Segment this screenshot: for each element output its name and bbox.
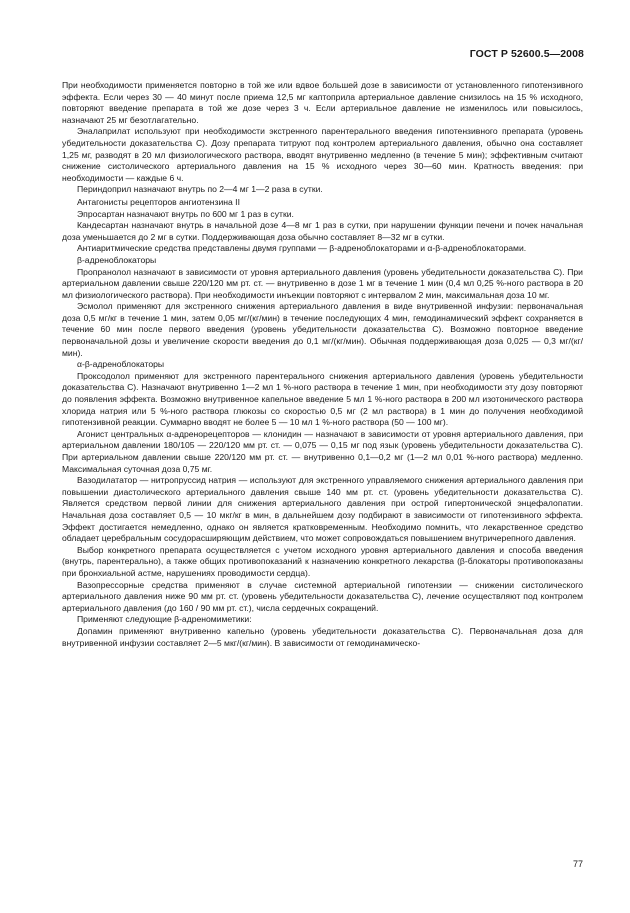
paragraph: Агонист центральных α-адренорецепторов — клонидин — назначают в зависимости от уровня артериального давления, при артериальном давлении 180/105 — 220/120 мм рт. ст. — 0,075 — 0,15 мг под язык (уровень убедительности доказательства С). При артериальном давлении свыше 220/120 мм рт. ст. — внутривенно 0,1—0,2 мг (1—2 мл 0,01 %-ного раствора) медленно. Максимальная суточная доза 0,75 мг.	[62, 428, 583, 474]
document-body	[62, 80, 583, 649]
paragraph: Эпросартан назначают внутрь по 600 мг 1 раз в сутки.	[77, 208, 294, 219]
paragraph: При необходимости применяется повторно в той же или вдвое большей дозе в зависимости от установленного гипотензивного эффекта. Если через 30 — 40 минут после приема 12,5 мг каптоприла артериальное давление снизилось на 15 % исходного, повторяют введение препарата в той же дозе через 3 ч. Если артериальное давление не изменилось или повысилось, назначают 25 мг безотлагательно.	[62, 80, 583, 125]
paragraph: Проксодолол применяют для экстренного парентерального снижения артериального давления (уровень убедительности доказательства С). Назначают внутривенно 1—2 мл 1 %-ного раствора в течение 1 мин, при необходимости эту дозу повторяют до появления эффекта. Возможно внутривенное капельное введение 5 мл 1 %-ного раствора в 200 мл изотонического раствора хлорида натрия или 5 %-ного раствора глюкозы со скоростью 0,5 мг (2 мл раствора) в 1 мин до получения необходимой гипотензивной реакции. Суммарно вводят не более 5 — 10 мл 1 %-ного раствора (50 — 100 мг).	[62, 370, 583, 428]
paragraph: Эсмолол применяют для экстренного снижения артериального давления в виде внутривенной инфузии: первоначальная доза 0,5 мг/кг в течение 1 мин, затем 0,05 мг/(кг/мин) в течение последующих 4 мин, гемодинамический эффект сохраняется в течение 60 мин после первого введения (уровень убедительности доказательства С). Возможно повторное введение первоначальной дозы и увеличение скорости введения до 0,1 мг/(кг/мин). Обычная поддерживающая доза 0,025 — 0,3 мг/(кг/мин).	[62, 301, 583, 358]
paragraph: Допамин применяют внутривенно капельно (уровень убедительности доказательства С). Первоначальная доза для внутривенной инфузии составляет 2—5 мкг/(кг/мин). В зависимости от гемодинамическо-	[62, 625, 583, 648]
paragraph: Антиаритмические средства представлены двумя группами — β-адреноблокаторами и α-β-адреноблокаторами.	[77, 243, 527, 254]
page-number: 77	[572, 859, 583, 869]
section-heading: β-адреноблокаторы	[77, 254, 157, 265]
section-heading: Антагонисты рецепторов ангиотензина II	[77, 196, 240, 207]
paragraph: Вазодилататор — нитропруссид натрия — используют для экстренного управляемого снижения артериального давления при повышении диастолического артериального давления свыше 140 мм рт. ст. (уровень убедительности доказательства С). Является средством первой линии для снижения артериального давления при острой гипертонической энцефалопатии. Начальная доза составляет 0,5 — 10 мкг/кг в мин, в дальнейшем дозу подбирают в зависимости от гипотензивного эффекта. Эффект достигается немедленно, однако он является кратковременным. Необходимо помнить, что лекарственное средство обладает церебральным сосудорасширяющим действием, что может сопровождаться повышением внутричерепного давления.	[62, 475, 583, 544]
paragraph: Эналаприлат используют при необходимости экстренного парентерального введения гипотензивного препарата (уровень убедительности доказательства С). Дозу препарата титруют под контролем артериального давления, обычно она составляет 1,25 мг, разводят в 20 мл физиологического раствора, вводят внутривенно медленно (в течение 5 мин); эффективным считают снижение систолического артериального давления на 15 % исходного через 30—60 мин. Кратность введения: при необходимости — каждые 6 ч.	[62, 126, 583, 183]
document-id-header: ГОСТ Р 52600.5—2008	[469, 48, 584, 60]
section-heading: α-β-адреноблокаторы	[77, 359, 165, 370]
paragraph: Вазопрессорные средства применяют в случае системной артериальной гипотензии — снижении систолического артериального давления ниже 90 мм рт. ст. (уровень убедительности доказательства С), лечение осуществляют под контролем артериального давления (до 160 / 90 мм рт. ст.), числа сердечных сокращений.	[62, 579, 583, 613]
paragraph: Применяют следующие β-адреномиметики:	[77, 614, 252, 625]
paragraph: Выбор конкретного препарата осуществляется с учетом исходного уровня артериального давления и способа введения (внутрь, парентерально), а также общих противопоказаний к назначению конкретного лекарства (β-блокаторы противопоказаны при бронхиальной астме, нарушениях проводимости сердца).	[62, 544, 583, 578]
paragraph: Кандесартан назначают внутрь в начальной дозе 4—8 мг 1 раз в сутки, при нарушении функции печени и почек начальная доза уменьшается до 2 мг в сутки. Поддерживающая доза обычно составляет 8—32 мг в сутки.	[62, 220, 583, 242]
paragraph: Пропранолол назначают в зависимости от уровня артериального давления (уровень убедительности доказательства С). При артериальном давлении свыше 220/120 мм рт. ст. — внутривенно в дозе 1 мг в течение 1 мин (0,4 мл 0,25 %-ного раствора в 20 мл физиологического раствора). При необходимости инъекции повторяют с интервалом 2 мин, максимальная доза 10 мг.	[62, 266, 583, 300]
paragraph: Периндоприл назначают внутрь по 2—4 мг 1—2 раза в сутки.	[77, 184, 323, 195]
